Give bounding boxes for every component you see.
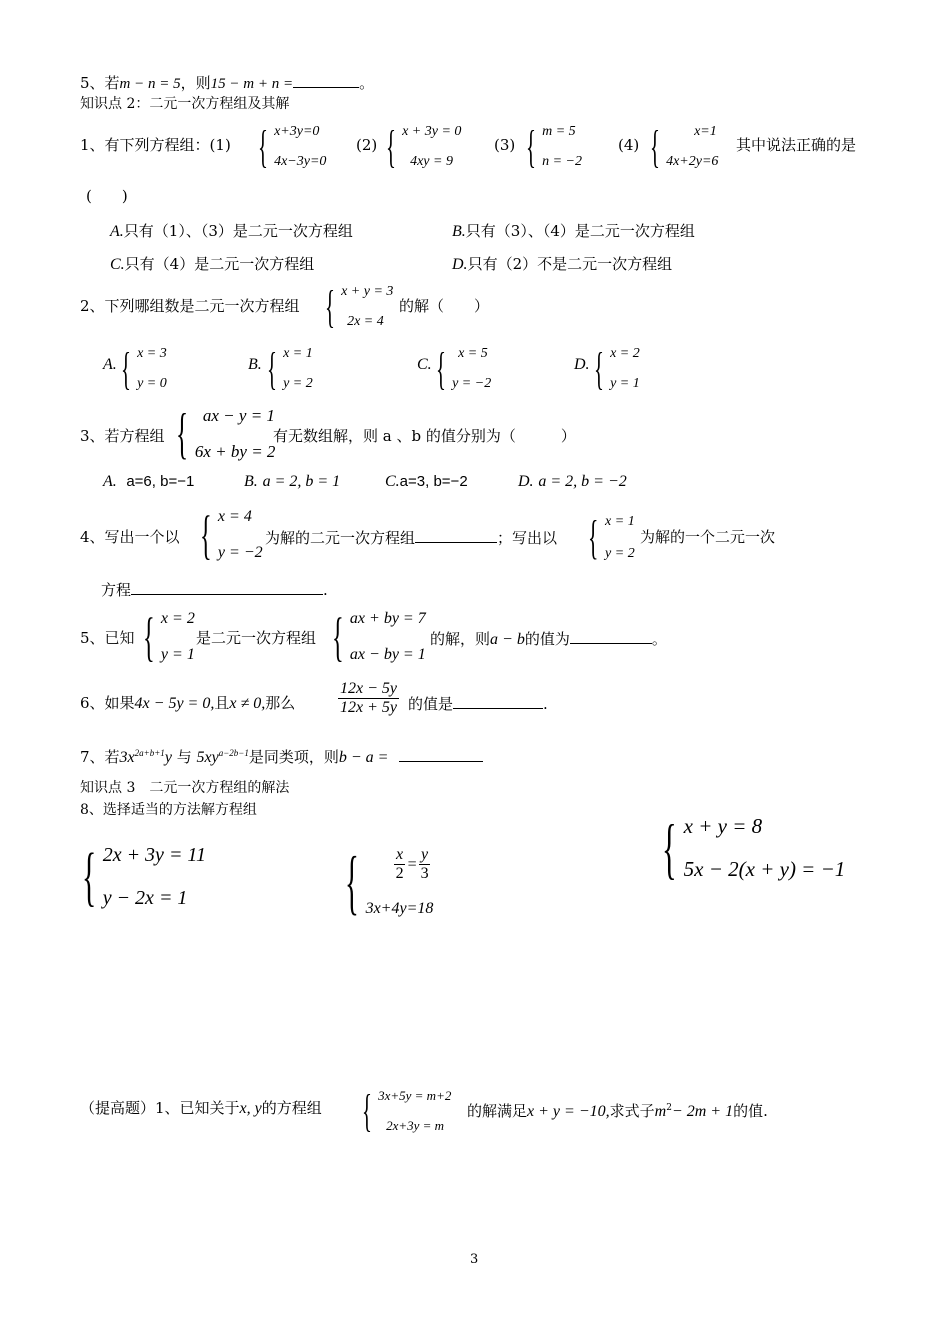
q1-suffix: 其中说法正确的是: [736, 136, 857, 154]
q2-option-a-label: A.: [103, 356, 117, 373]
q5-mid: 是二元一次方程组: [196, 629, 317, 647]
q1-system-2: { x + 3y = 0 4xy = 9: [386, 121, 462, 172]
adv-suffix: 的解满足x + y = −10,求式子$m^2- 2m + 1$的值.: [467, 1102, 768, 1120]
q1-label-3: (3): [494, 136, 516, 154]
q4-mid: 为解的二元一次方程组 ；写出以: [265, 529, 558, 547]
section-heading-kp2: 知识点 2：二元一次方程组及其解: [80, 96, 290, 112]
q8-system-3: { x + y = 8 5x − 2(x + y) = −1: [662, 810, 846, 886]
q2-option-d: { x = 2 y = 1: [594, 343, 640, 394]
q8-system-1: { 2x + 3y = 11 y − 2x = 1: [82, 840, 206, 913]
q1-option-a: A.只有（1）、（3）是二元一次方程组: [110, 222, 353, 240]
answer-blank: [399, 747, 483, 762]
q1-label-2: (2): [356, 136, 378, 154]
q1-label-4: (4): [618, 136, 640, 154]
adv-system: { 3x+5y = m+2 2x+3y = m: [362, 1085, 452, 1136]
q2-option-d-label: D.: [574, 356, 590, 373]
q4-line2: 方程 .: [101, 581, 328, 599]
q3-option-d: D. a = 2, b = −2: [518, 473, 627, 490]
q3-system: { ax − y = 1 6x + by = 2: [176, 403, 276, 465]
q4-system-2: { x = 1 y = 2: [588, 511, 635, 564]
answer-blank: [570, 629, 652, 644]
q2-suffix: 的解（ ）: [399, 297, 490, 315]
q5-top-expr: 15 − m + n =: [210, 76, 294, 92]
section-heading-kp3: 知识点 3 二元一次方程组的解法: [80, 780, 290, 796]
q8-title: 8、选择适当的方法解方程组: [80, 802, 257, 818]
q4-system-1: { x = 4 y = −2: [200, 505, 263, 565]
q3-option-a: A. a=6, b=−1: [103, 473, 195, 490]
answer-blank: [293, 73, 359, 88]
q5-system-1: { x = 2 y = 1: [143, 607, 195, 667]
q1-prefix: 1、有下列方程组：(1): [80, 136, 231, 154]
q5-top: 5、若m − n = 5，则15 − m + n = 。: [80, 74, 375, 92]
q2-option-c: { x = 5 y = −2: [436, 343, 492, 394]
page-number: 3: [470, 1252, 479, 1267]
q6-suffix: 的值是 .: [408, 695, 548, 713]
answer-blank: [453, 694, 543, 709]
q1-option-d: D.只有（2）不是二元一次方程组: [452, 255, 673, 273]
q1-system-3: { m = 5 n = −2: [526, 121, 582, 172]
q2-option-b-label: B.: [248, 356, 262, 373]
q5-suffix: 的解，则a − b的值为 。: [430, 630, 667, 648]
q1-system-1: { x+3y=0 4x−3y=0: [258, 121, 327, 172]
q8-system-2-line1: $\frac{x}{2}$ = $\frac{y}{3}$: [395, 846, 429, 882]
q1-system-4: { x=1 4x+2y=6: [650, 121, 719, 172]
answer-blank: [415, 528, 497, 543]
q2-option-b: { x = 1 y = 2: [267, 343, 313, 394]
answer-blank: [131, 580, 323, 595]
q3-prefix: 3、若方程组: [80, 427, 165, 445]
q6-fraction: $\frac{12x - 5y}{12x + 5y}$: [340, 680, 397, 716]
q1-answer-paren: ( ): [86, 187, 128, 205]
q1-option-b: B.只有（3）、（4）是二元一次方程组: [452, 222, 695, 240]
q2-prefix: 2、下列哪组数是二元一次方程组: [80, 297, 300, 315]
q5-prefix: 5、已知: [80, 629, 135, 647]
q4-prefix: 4、写出一个以: [80, 528, 180, 546]
q7: 7、若$3x^{2a+b+1}y$ 与 $5xy^{a-2b-1}$是同类项，则b − a =: [80, 744, 483, 767]
q2-option-c-label: C.: [417, 356, 432, 373]
q3-option-b: B. a = 2, b = 1: [244, 473, 341, 490]
adv-prefix: （提高题）1、已知关于x, y的方程组: [80, 1099, 322, 1117]
q5-system-2: { ax + by = 7 ax − by = 1: [332, 607, 426, 667]
q1-option-c: C.只有（4）是二元一次方程组: [110, 255, 315, 273]
q2-option-a: { x = 3 y = 0: [121, 343, 167, 394]
q8-system-2: { $\frac{x}{2}$ = $\frac{y}{3}$ 3x+4y=18: [345, 842, 434, 922]
q6-prefix: 6、如果4x − 5y = 0,且x ≠ 0,那么: [80, 694, 296, 712]
q3-suffix: 有无数组解，则 a 、b 的值分别为（ ）: [273, 427, 576, 445]
q5-top-cond: m − n = 5: [119, 76, 181, 92]
q3-option-c: C.a=3, b=−2: [385, 473, 468, 490]
q2-system: { x + y = 3 2x = 4: [325, 281, 394, 332]
q4-suffix: 为解的一个二元一次: [640, 528, 776, 546]
